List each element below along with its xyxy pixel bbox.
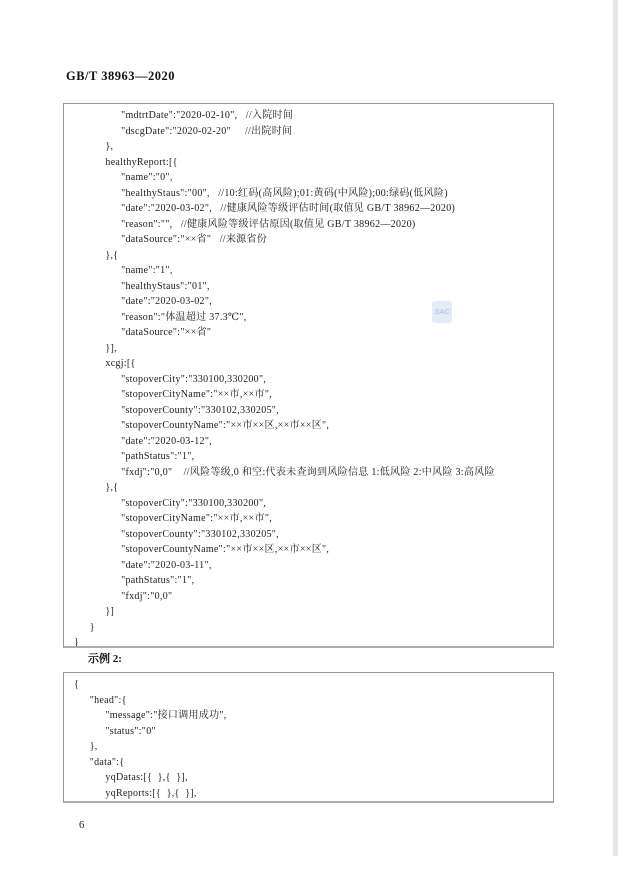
- scan-edge-shadow: [613, 0, 618, 856]
- code-line: "status":"0": [105, 725, 156, 737]
- code-line: "stopoverCounty":"330102,330205",: [121, 404, 279, 416]
- example2-code-block: [63, 672, 554, 803]
- code-line: xcgj:[{: [105, 358, 136, 369]
- code-line: "mdtrtDate":"2020-02-10", //入院时间: [121, 110, 294, 121]
- code-line: "fxdj":"0,0": [121, 590, 173, 602]
- code-line: "stopoverCityName":"××市,××市",: [121, 389, 273, 400]
- standard-number-header: GB/T 38963—2020: [66, 69, 176, 83]
- code-line: }],: [105, 342, 117, 354]
- code-line: }: [89, 621, 95, 633]
- code-line: "stopoverCountyName":"××市××区,××市××区",: [121, 544, 330, 555]
- code-line: "stopoverCityName":"××市,××市",: [121, 513, 273, 524]
- code-line: "name":"1",: [121, 265, 173, 276]
- code-line: "date":"2020-03-12",: [121, 435, 213, 447]
- code-line: "dscgDate":"2020-02-20" //出院时间: [121, 125, 293, 137]
- example2-label: 示例 2:: [88, 653, 122, 665]
- code-line: "healthyStaus":"01",: [121, 280, 210, 292]
- code-line: "reason":"体温超过 37.3℃",: [121, 311, 247, 323]
- code-line: "dataSource":"××省" //来源省份: [121, 234, 268, 245]
- code-line: healthyReport:[{: [105, 156, 178, 168]
- code-line: },: [89, 741, 98, 752]
- code-line: {: [74, 679, 80, 690]
- code-line: "healthyStaus":"00", //10:红码(高风险);01:黄码(中风险);00:绿码(低风险): [121, 187, 448, 199]
- code-line: yqReports:[{ },{ }],: [105, 787, 197, 799]
- code-line: "message":"接口调用成功",: [105, 710, 227, 721]
- code-line: "dataSource":"××省": [121, 327, 212, 338]
- code-line: "stopoverCounty":"330102,330205",: [121, 528, 279, 540]
- code-line: "data":{: [89, 756, 125, 768]
- page-number: 6: [79, 820, 85, 831]
- code-line: }]: [105, 606, 115, 617]
- code-line: "date":"2020-03-02", //健康风险等级评估时间(取值见 GB/T 38962—2020): [121, 203, 456, 214]
- code-line: "date":"2020-03-11",: [121, 559, 212, 571]
- code-line: "stopoverCountyName":"××市××区,××市××区",: [121, 420, 330, 431]
- code-line: "date":"2020-03-02",: [121, 296, 213, 307]
- sac-watermark-icon: SAC: [432, 301, 452, 323]
- code-line: },{: [105, 249, 119, 261]
- code-line: "pathStatus":"1",: [121, 575, 195, 586]
- code-line: },{: [105, 482, 119, 493]
- code-line: yqDatas:[{ },{ }],: [105, 772, 188, 783]
- code-line: },: [105, 141, 114, 152]
- code-line: "fxdj":"0,0" //风险等级,0 和空:代表未查询到风险信息 1:低风险 2:中风险 3:高风险: [121, 466, 495, 478]
- code-line: "head":{: [89, 694, 127, 706]
- code-line: "stopoverCity":"330100,330200",: [121, 497, 267, 509]
- code-line: "stopoverCity":"330100,330200",: [121, 373, 267, 385]
- code-line: "name":"0",: [121, 172, 173, 183]
- example1-code-block: [63, 103, 554, 648]
- code-line: "pathStatus":"1",: [121, 451, 195, 462]
- code-line: }: [74, 637, 80, 648]
- code-line: "reason":"", //健康风险等级评估原因(取值见 GB/T 38962—2020): [121, 218, 416, 230]
